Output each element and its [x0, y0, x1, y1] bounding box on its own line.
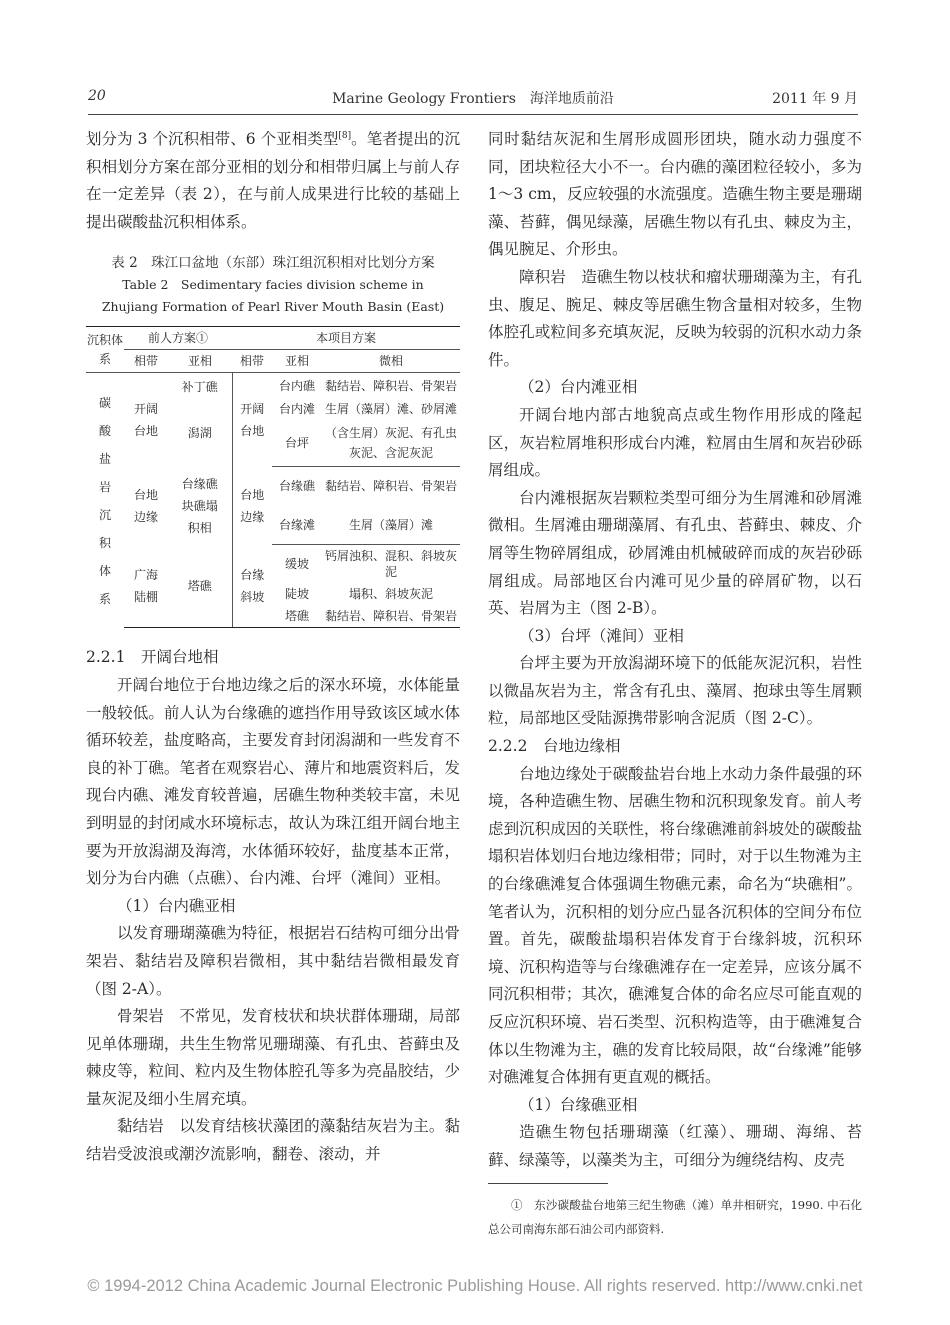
subfacies: 缓坡: [284, 557, 309, 572]
footnote-rule: [488, 1183, 608, 1184]
belt: 台地边缘: [232, 467, 272, 545]
prev-belt: 广海陆棚: [124, 545, 168, 628]
subfacies: 台内礁: [278, 378, 315, 393]
microfacies: （含生屑）灰泥、有孔虫灰泥、含泥灰泥: [322, 420, 460, 467]
microfacies: 黏结岩、障积岩、骨架岩: [324, 378, 457, 393]
section-heading: 2.2.2 台地边缘相: [488, 737, 621, 756]
subsection-heading: （2）台内滩亚相: [519, 378, 638, 397]
header-system: 沉积体系: [86, 327, 124, 373]
microfacies: 生屑（藻屑）滩: [322, 505, 460, 545]
paragraph: 以发育珊瑚藻礁为特征，根据岩石结构可细分出骨架岩、黏结岩及障积岩微相，其中黏结岩微相最发育（图 2-A）。: [86, 924, 460, 998]
prev-subfacies: 台缘礁块礁塌积相: [181, 476, 218, 535]
header-microfacies: 微相: [322, 350, 460, 373]
table-header-row: [86, 327, 460, 350]
paragraph: 台内滩根据灰岩颗粒类型可细分为生屑滩和砂屑滩微相。生屑滩由珊瑚藻屑、有孔虫、苔藓虫、棘皮、介屑等生物碎屑组成，砂屑滩由机械破碎而成的灰岩砂砾屑组成。局部地区台内滩可见少量的碎屑矿物，以石英、岩屑为主（图 2-B）。: [488, 488, 862, 618]
microfacies: 黏结岩、障积岩、骨架岩: [322, 605, 460, 628]
footnote: ① 东沙碳酸盐台地第三纪生物礁（滩）单井相研究，1990. 中石化总公司南海东部石油公司内部资料.: [488, 1198, 862, 1236]
facies-table: [86, 326, 460, 628]
microfacies: 生屑（藻屑）滩、砂屑滩: [324, 402, 457, 417]
table-caption: [86, 252, 460, 318]
table-row: [86, 467, 460, 505]
issue-date: 2011 年 9 月: [772, 91, 858, 107]
subfacies: 台内滩: [278, 402, 315, 417]
table-subheader-row: [86, 350, 460, 373]
prev-subfacies: 潟湖: [187, 425, 212, 440]
subsection-heading: （3）台坪（滩间）亚相: [519, 626, 684, 645]
microfacies: 钙屑浊积、混积、斜坡灰泥: [324, 549, 457, 580]
table-row: [86, 545, 460, 584]
prev-subfacies: 补丁礁: [181, 380, 218, 395]
subsection-heading: （1）台缘礁亚相: [519, 1095, 638, 1114]
prev-belt: 台地边缘: [133, 487, 158, 524]
header-belt-2: 相带: [232, 350, 272, 373]
subsection-heading: （1）台内礁亚相: [117, 896, 236, 915]
subfacies: 台缘滩: [272, 505, 322, 545]
table-caption-zh: 表 2 珠江口盆地（东部）珠江组沉积相对比划分方案: [111, 255, 435, 272]
subfacies: 塔礁: [272, 605, 322, 628]
header-belt: 相带: [124, 350, 168, 373]
subfacies: 陡坡: [284, 587, 309, 602]
subfacies: 台坪: [272, 420, 322, 467]
system-name: 碳酸盐岩沉积体系: [98, 395, 111, 606]
section-heading: 2.2.1 开阔台地相: [86, 648, 219, 667]
prev-subfacies: 塔礁: [168, 545, 232, 628]
left-column: [86, 126, 460, 1169]
table-row: [86, 373, 460, 399]
page-number: 20: [88, 88, 106, 104]
header-previous-scheme: 前人方案①: [124, 327, 232, 350]
belt: 开阔台地: [232, 373, 272, 467]
paragraph: 骨架岩 不常见，发育枝状和块状群体珊瑚，局部见单体珊瑚，共生生物常见珊瑚藻、有孔虫、苔藓虫及棘皮等，粒间、粒内及生物体腔孔等多为亮晶胶结，少量灰泥及细小生屑充填。: [86, 1007, 460, 1108]
paragraph: 开阔台地位于台地边缘之后的深水环境，水体能量一般较低。前人认为台缘礁的遮挡作用导致该区域水体循环较差，盐度略高，主要发育封闭潟湖和一些发育不良的补丁礁。笔者在观察岩心、薄片和地震资料后，发现台内礁、滩发育较普遍，居礁生物种类较丰富，未见到明显的封闭咸水环境标志，故认为珠江组开阔台地主要为开放潟湖及海湾，水体循环较好，盐度基本正常，划分为台内礁（点礁）、台内滩、台坪（滩间）亚相。: [86, 675, 460, 888]
table-caption-en-1: Table 2 Sedimentary facies division scheme in: [122, 277, 424, 293]
paragraph: 造礁生物包括珊瑚藻（红藻）、珊瑚、海绵、苔藓、绿藻等，以藻类为主，可细分为缠绕结构、皮壳: [488, 1123, 862, 1169]
header-subfacies: 亚相: [168, 350, 232, 373]
microfacies: 塌积、斜坡灰泥: [348, 587, 433, 602]
page-header: [88, 88, 858, 112]
header-subfacies-2: 亚相: [272, 350, 322, 373]
paragraph: 台地边缘处于碳酸盐岩台地上水动力条件最强的环境，各种造礁生物、居礁生物和沉积现象发育。前人考虑到沉积成因的关联性，将台缘礁滩前斜坡处的碳酸盐塌积岩体划归台地边缘相带；同时，对于以生物滩为主的台缘礁滩复合体强调生物礁元素，命名为“块礁相”。笔者认为，沉积相的划分应凸显各沉积体的空间分布位置。首先，碳酸盐塌积岩体发育于台缘斜坡，沉积环境、沉积构造等与台缘礁滩存在一定差异，应该分属不同沉积相带；其次，礁滩复合体的命名应尽可能直观的反应沉积环境、岩石类型、沉积构造等，由于礁滩复合体以生物滩为主，礁的发育比较局限，故“台缘滩”能够对礁滩复合体拥有更直观的概括。: [488, 764, 862, 1087]
header-this-scheme: 本项目方案: [232, 327, 460, 350]
header-rule: [88, 114, 858, 115]
subfacies: 台缘礁: [278, 479, 315, 494]
table-caption-en-2: Zhujiang Formation of Pearl River Mouth Basin (East): [101, 299, 445, 315]
belt: 台缘斜坡: [232, 545, 272, 628]
citation-ref[interactable]: [8]: [338, 131, 352, 141]
journal-title: Marine Geology Frontiers 海洋地质前沿: [332, 91, 614, 107]
paragraph: 划分为 3 个沉积相带、6 个亚相类型[8]。笔者提出的沉积相划分方案在部分亚相的划分和相带归属上与前人存在一定差异（表 2），在与前人成果进行比较的基础上提出碳酸盐沉积相体系。: [86, 130, 460, 231]
copyright-notice: © 1994-2012 China Academic Journal Electronic Publishing House. All rights reserved. http://www.cnki.net: [87, 1277, 863, 1295]
paragraph: 同时黏结灰泥和生屑形成圆形团块，随水动力强度不同，团块粒径大小不一。台内礁的藻团粒径较小，多为 1～3 cm，反应较强的水流强度。造礁生物主要是珊瑚藻、苔藓，偶见绿藻，居礁生物以有孔虫、棘皮为主，偶见腕足、介形虫。: [488, 130, 862, 259]
paragraph: 开阔台地内部古地貌高点或生物作用形成的隆起区，灰岩粒屑堆积形成台内滩，粒屑由生屑和灰岩砂砾屑组成。: [488, 405, 862, 480]
paragraph: 障积岩 造礁生物以枝状和瘤状珊瑚藻为主，有孔虫、腹足、腕足、棘皮等居礁生物含量相对较多，生物体腔孔或粒间多充填灰泥，反映为较弱的沉积水动力条件。: [488, 267, 862, 369]
paragraph: 台坪主要为开放潟湖环境下的低能灰泥沉积，岩性以微晶灰岩为主，常含有孔虫、藻屑、抱球虫等生屑颗粒，局部地区受陆源携带影响含泥质（图 2-C）。: [488, 654, 862, 728]
microfacies: 黏结岩、障积岩、骨架岩: [324, 479, 457, 494]
prev-belt: 开阔台地: [133, 402, 158, 439]
paragraph: 黏结岩 以发育结核状藻团的藻黏结灰岩为主。黏结岩受波浪或潮汐流影响，翻卷、滚动，并: [86, 1117, 460, 1164]
right-column: [488, 126, 862, 1175]
